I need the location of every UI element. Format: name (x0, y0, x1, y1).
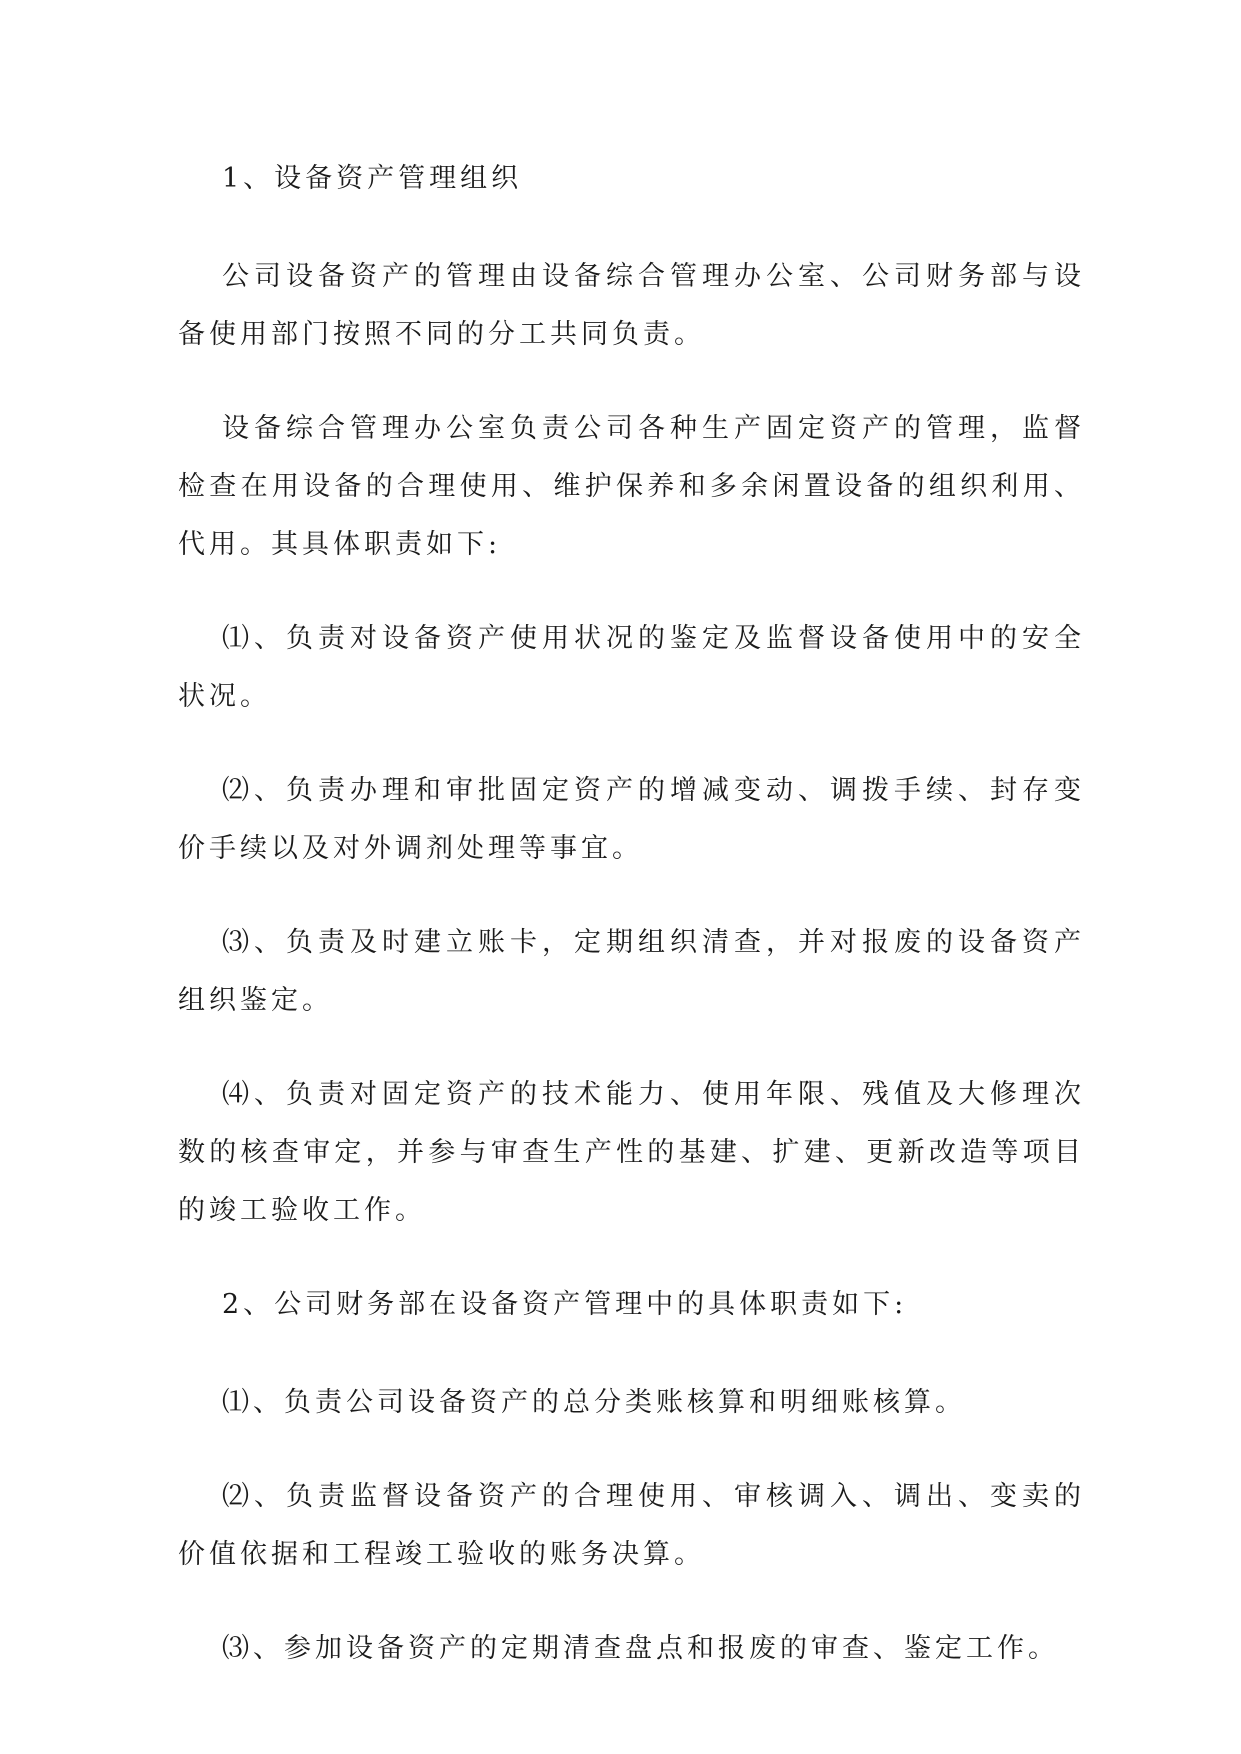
list-item-finance-2: ⑵、负责监督设备资产的合理使用、审核调入、调出、变卖的价值依据和工程竣工验收的账务决算。 (178, 1481, 1085, 1570)
list-item-office-1: ⑴、负责对设备资产使用状况的鉴定及监督设备使用中的安全状况。 (178, 623, 1085, 712)
section-heading-2: 2、公司财务部在设备资产管理中的具体职责如下: (222, 1289, 908, 1320)
document-page (178, 150, 1085, 1714)
list-item-finance-3: ⑶、参加设备资产的定期清查盘点和报废的审查、鉴定工作。 (222, 1633, 1059, 1664)
list-item-office-2: ⑵、负责办理和审批固定资产的增减变动、调拨手续、封存变价手续以及对外调剂处理等事宜。 (178, 775, 1085, 864)
paragraph-office-duties: 设备综合管理办公室负责公司各种生产固定资产的管理，监督检查在用设备的合理使用、维护保养和多余闲置设备的组织利用、代用。其具体职责如下: (178, 413, 1085, 560)
paragraph-overview: 公司设备资产的管理由设备综合管理办公室、公司财务部与设备使用部门按照不同的分工共同负责。 (178, 261, 1085, 350)
list-item-office-4: ⑷、负责对固定资产的技术能力、使用年限、残值及大修理次数的核查审定，并参与审查生产性的基建、扩建、更新改造等项目的竣工验收工作。 (178, 1079, 1085, 1226)
list-item-office-3: ⑶、负责及时建立账卡，定期组织清查，并对报废的设备资产组织鉴定。 (178, 927, 1085, 1016)
list-item-finance-1: ⑴、负责公司设备资产的总分类账核算和明细账核算。 (222, 1387, 966, 1418)
section-heading-1: 1、设备资产管理组织 (222, 163, 523, 194)
